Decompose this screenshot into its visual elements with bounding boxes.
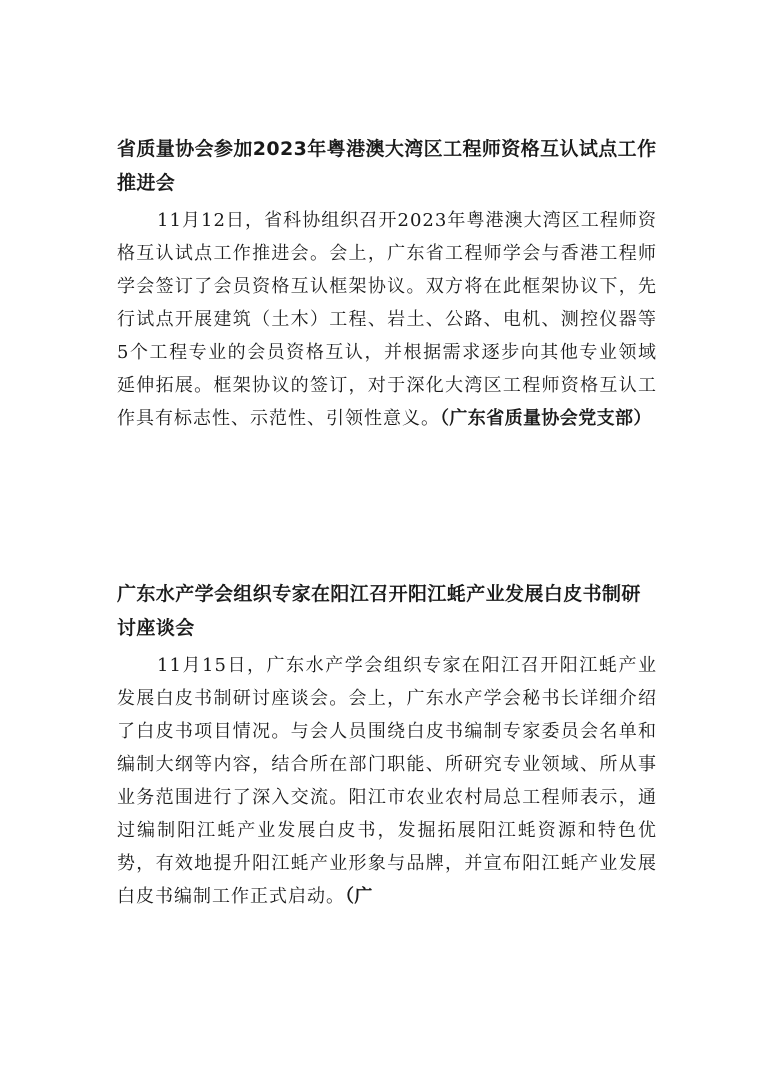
article-title: 广东水产学会组织专家在阳江召开阳江蚝产业发展白皮书制研讨座谈会 bbox=[117, 583, 641, 639]
article-source: （广 bbox=[345, 886, 373, 907]
article-body bbox=[117, 649, 657, 913]
article-source: （广东省质量协会党支部） bbox=[440, 408, 652, 429]
article-body bbox=[117, 204, 657, 435]
article-body-text: 11月15日，广东水产学会组织专家在阳江召开阳江蚝产业发展白皮书制研讨座谈会。会上，广东水产学会秘书长详细介绍了白皮书项目情况。与会人员围绕白皮书编制专家委员会名单和编制大纲等内容，结合所在部门职能、所研究专业领域、所从事业务范围进行了深入交流。阳江市农业农村局总工程师表示，通过编制阳江蚝产业发展白皮书，发掘拓展阳江蚝资源和特色优势，有效地提升阳江蚝产业形象与品牌，并宣布阳江蚝产业发展白皮书编制工作正式启动。 bbox=[117, 655, 657, 907]
news-article-fisheries-society bbox=[117, 577, 657, 913]
article-body-text: 11月12日，省科协组织召开2023年粤港澳大湾区工程师资格互认试点工作推进会。会上，广东省工程师学会与香港工程师学会签订了会员资格互认框架协议。双方将在此框架协议下，先行试点开展建筑（土木）工程、岩土、公路、电机、测控仪器等5个工程专业的会员资格互认，并根据需求逐步向其他专业领域延伸拓展。框架协议的签订，对于深化大湾区工程师资格互认工作具有标志性、示范性、引领性意义。 bbox=[117, 210, 657, 429]
news-article-quality-association bbox=[117, 132, 657, 435]
article-title: 省质量协会参加2023年粤港澳大湾区工程师资格互认试点工作推进会 bbox=[117, 138, 657, 194]
